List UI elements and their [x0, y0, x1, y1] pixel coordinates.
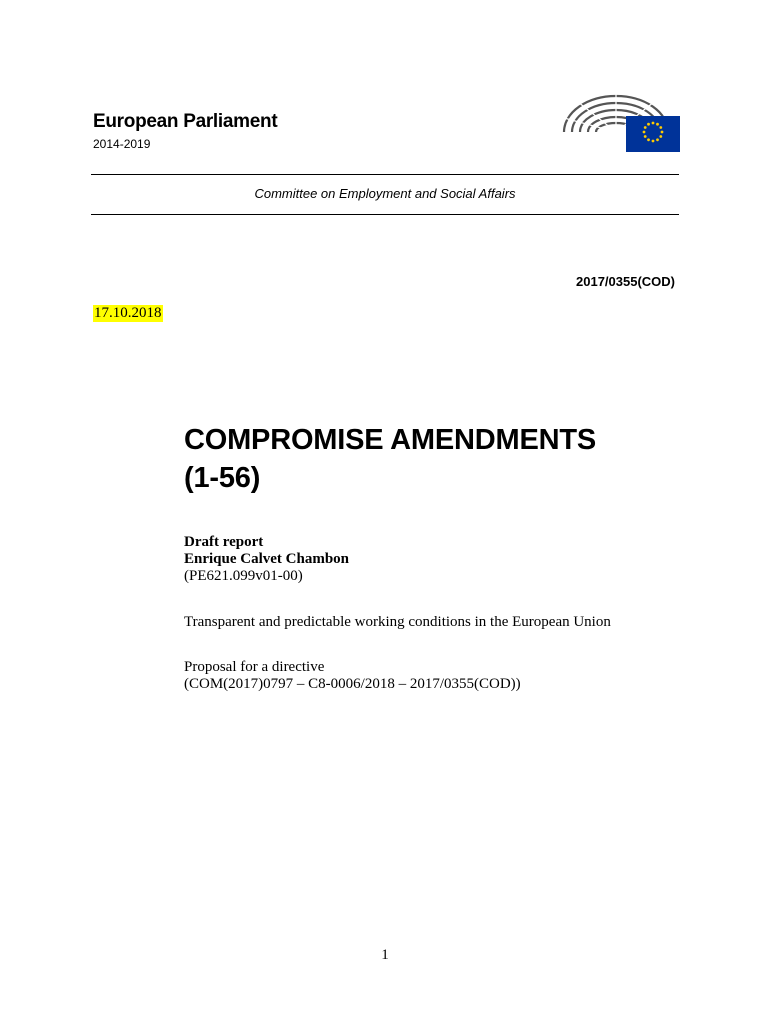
header-divider-top	[91, 174, 679, 175]
procedure-reference: 2017/0355(COD)	[576, 274, 675, 289]
document-title	[184, 421, 596, 497]
document-title-line-1: COMPROMISE AMENDMENTS	[184, 424, 597, 456]
report-type: Draft report	[184, 534, 264, 550]
proposal-reference: (COM(2017)0797 – C8-0006/2018 – 2017/0355(COD))	[184, 676, 521, 692]
pe-number: (PE621.099v01-00)	[184, 568, 303, 584]
organization-name: European Parliament	[93, 111, 278, 132]
rapporteur-name: Enrique Calvet Chambon	[184, 551, 350, 567]
document-subject: Transparent and predictable working conditions in the European Union	[184, 614, 611, 630]
header-divider-bottom	[91, 214, 679, 215]
committee-name: Committee on Employment and Social Affairs	[254, 186, 516, 201]
document-date: 17.10.2018	[94, 305, 162, 321]
page-number: 1	[381, 947, 389, 963]
proposal-label: Proposal for a directive	[184, 659, 325, 675]
hemicycle-icon	[556, 88, 682, 154]
european-parliament-logo	[556, 88, 682, 154]
document-title-line-2: (1-56)	[184, 462, 261, 494]
eu-flag-icon	[626, 116, 680, 152]
parliamentary-term: 2014-2019	[93, 137, 151, 151]
